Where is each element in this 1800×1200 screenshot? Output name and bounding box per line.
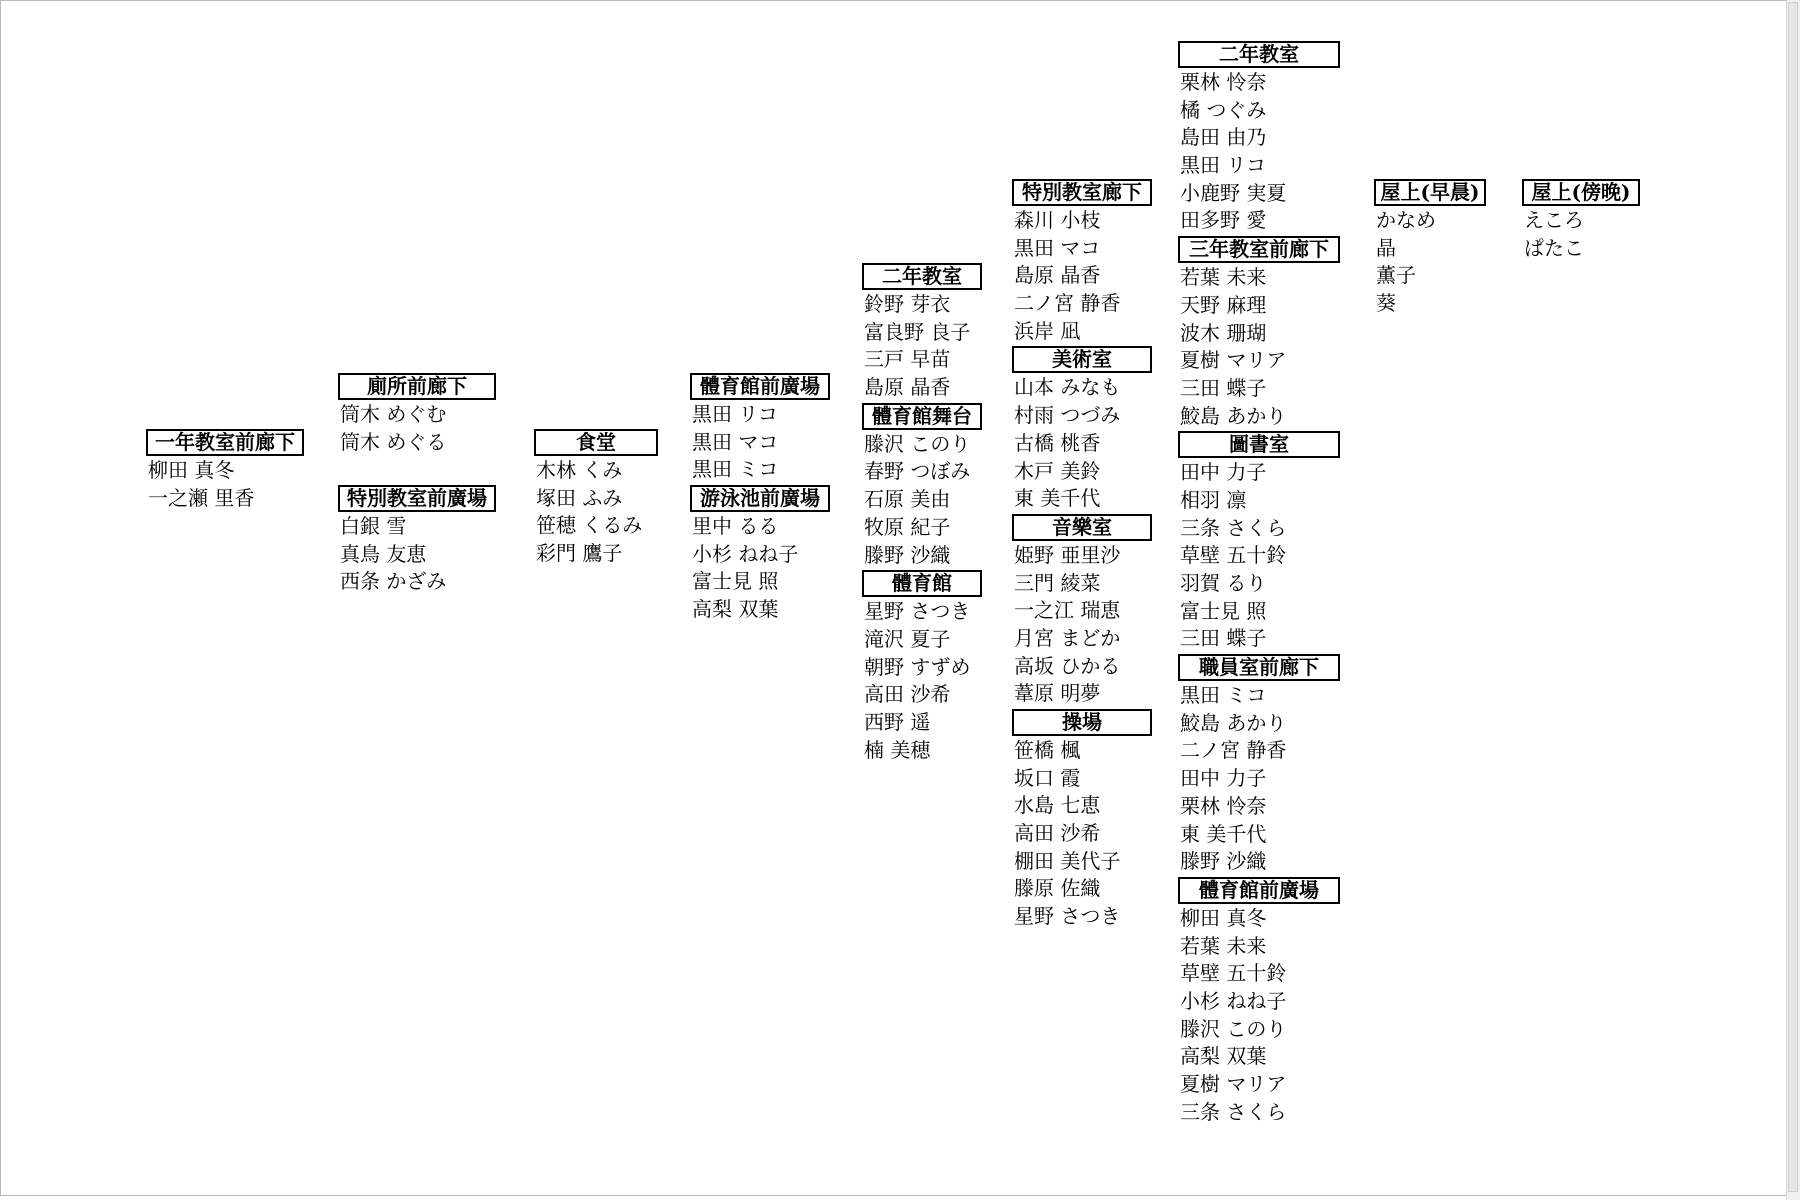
character-name: 葵 — [1376, 291, 1396, 316]
character-name: 小杉 ねね子 — [692, 541, 799, 566]
group-spacer — [338, 456, 496, 484]
character-name: 夏樹 マリア — [1180, 348, 1287, 373]
character-name: 月宮 まどか — [1014, 625, 1121, 650]
location-heading: 操場 — [1012, 709, 1152, 736]
character-name: かなめ — [1376, 208, 1436, 232]
character-name: 山本 みなも — [1014, 375, 1121, 400]
location-heading: 二年教室 — [862, 263, 982, 290]
column-7 — [1178, 40, 1340, 1126]
location-heading: 體育館前廣場 — [1178, 877, 1340, 904]
character-name: 三条 さくら — [1180, 1099, 1287, 1124]
character-name: 笹橋 楓 — [1014, 738, 1081, 762]
character-name: 筒木 めぐむ — [340, 402, 447, 426]
character-name: 木林 くみ — [536, 458, 623, 482]
column-9 — [1522, 178, 1640, 262]
character-name: 森川 小枝 — [1014, 208, 1101, 232]
column-4 — [690, 372, 830, 624]
character-name: 島原 晶香 — [1014, 263, 1101, 288]
column-8 — [1374, 178, 1486, 318]
character-name: 草壁 五十鈴 — [1180, 961, 1287, 986]
character-name: 栗林 怜奈 — [1180, 70, 1267, 94]
character-name: 田中 力子 — [1180, 460, 1267, 485]
character-name: 橘 つぐみ — [1180, 97, 1267, 122]
character-name: 滕沢 このり — [1180, 1016, 1287, 1041]
character-name: 水島 七恵 — [1014, 793, 1101, 818]
location-heading: 廁所前廊下 — [338, 373, 496, 400]
character-name: 滕野 沙織 — [864, 542, 951, 567]
character-name: 滝沢 夏子 — [864, 626, 951, 651]
character-name: 春野 つぼみ — [864, 459, 971, 484]
location-heading: 音樂室 — [1012, 514, 1152, 541]
character-name: 東 美千代 — [1180, 821, 1267, 846]
character-name: 朝野 すずめ — [864, 654, 971, 679]
location-heading: 三年教室前廊下 — [1178, 236, 1340, 263]
character-name: 一之江 瑞恵 — [1014, 598, 1121, 623]
location-heading: 圖書室 — [1178, 431, 1340, 458]
character-name: 筒木 めぐる — [340, 429, 447, 454]
character-name: 西条 かざみ — [340, 569, 447, 594]
character-name: 小杉 ねね子 — [1180, 988, 1287, 1013]
character-name: 塚田 ふみ — [536, 485, 623, 510]
character-name: 浜岸 凪 — [1014, 318, 1081, 343]
location-heading: 體育館前廣場 — [690, 373, 830, 400]
character-name: 波木 珊瑚 — [1180, 320, 1267, 345]
character-name: 星野 さつき — [864, 599, 971, 624]
character-name: 柳田 真冬 — [1180, 905, 1267, 930]
character-name: 滕沢 このり — [864, 431, 971, 456]
character-name: 黒田 ミコ — [1180, 683, 1267, 708]
character-name: 相羽 凛 — [1180, 487, 1247, 512]
character-name: 棚田 美代子 — [1014, 848, 1121, 873]
character-name: 草壁 五十鈴 — [1180, 543, 1287, 568]
character-name: 小鹿野 実夏 — [1180, 180, 1287, 205]
character-name: 田多野 愛 — [1180, 208, 1267, 233]
character-name: 高田 沙希 — [864, 682, 951, 707]
character-name: 天野 麻理 — [1180, 292, 1267, 317]
character-name: 滕野 沙織 — [1180, 849, 1267, 874]
character-name: ぱたこ — [1524, 235, 1584, 260]
character-name: 高梨 双葉 — [1180, 1044, 1267, 1069]
character-name: 高梨 双葉 — [692, 597, 779, 622]
location-heading: 特別教室廊下 — [1012, 179, 1152, 206]
character-name: 一之瀬 里香 — [148, 485, 255, 510]
character-name: 若葉 未来 — [1180, 265, 1267, 290]
character-name: 楠 美穂 — [864, 737, 931, 762]
character-name: 三田 蝶子 — [1180, 375, 1267, 400]
character-name: 星野 さつき — [1014, 904, 1121, 929]
character-name: 黒田 マコ — [692, 429, 779, 454]
character-name: 晶 — [1376, 235, 1396, 260]
character-name: 富良野 良子 — [864, 319, 971, 344]
character-name: 葦原 明夢 — [1014, 681, 1101, 706]
character-name: 二ノ宮 静香 — [1180, 738, 1287, 763]
column-1 — [146, 428, 304, 512]
character-name: 田中 力子 — [1180, 766, 1267, 791]
character-name: 東 美千代 — [1014, 486, 1101, 511]
character-name: 西野 遥 — [864, 709, 931, 734]
column-5 — [862, 262, 982, 764]
character-name: 鈴野 芽衣 — [864, 292, 951, 316]
character-name: えころ — [1524, 208, 1584, 232]
character-name: 笹穂 くるみ — [536, 513, 643, 538]
location-heading: 屋上(早晨) — [1374, 179, 1486, 206]
character-name: 富士見 照 — [1180, 598, 1267, 623]
character-name: 滕原 佐織 — [1014, 876, 1101, 901]
character-name: 三戸 早苗 — [864, 347, 951, 372]
character-name: 三条 さくら — [1180, 515, 1287, 540]
character-name: 古橋 桃香 — [1014, 430, 1101, 455]
column-3 — [534, 428, 658, 568]
column-6 — [1012, 178, 1152, 931]
location-heading: 美術室 — [1012, 346, 1152, 373]
character-name: 黒田 ミコ — [692, 457, 779, 482]
character-name: 栗林 怜奈 — [1180, 793, 1267, 818]
location-heading: 體育館舞台 — [862, 403, 982, 430]
character-name: 三田 蝶子 — [1180, 626, 1267, 651]
character-name: 富士見 照 — [692, 569, 779, 594]
character-name: 坂口 霞 — [1014, 765, 1081, 790]
character-name: 彩門 鷹子 — [536, 541, 623, 566]
character-name: 石原 美由 — [864, 487, 951, 512]
location-heading: 一年教室前廊下 — [146, 429, 304, 456]
character-name: 黒田 マコ — [1014, 235, 1101, 260]
location-heading: 體育館 — [862, 570, 982, 597]
scrollbar-thumb[interactable] — [1788, 2, 1798, 1192]
character-name: 村雨 つづみ — [1014, 403, 1121, 428]
character-name: 黒田 リコ — [692, 402, 778, 426]
character-name: 二ノ宮 静香 — [1014, 291, 1121, 316]
character-name: 若葉 未来 — [1180, 933, 1267, 958]
location-heading: 屋上(傍晚) — [1522, 179, 1640, 206]
character-name: 島原 晶香 — [864, 375, 951, 400]
location-heading: 游泳池前廣場 — [690, 485, 830, 512]
character-name: 姫野 亜里沙 — [1014, 542, 1121, 567]
character-name: 高田 沙希 — [1014, 821, 1101, 846]
location-heading: 食堂 — [534, 429, 658, 456]
character-name: 黒田 リコ — [1180, 153, 1266, 178]
character-name: 薫子 — [1376, 263, 1416, 288]
character-name: 夏樹 マリア — [1180, 1072, 1287, 1096]
location-heading: 特別教室前廣場 — [338, 485, 496, 512]
character-name: 高坂 ひかる — [1014, 653, 1121, 678]
character-name: 真鳥 友恵 — [340, 541, 427, 566]
character-name: 牧原 紀子 — [864, 514, 951, 539]
character-name: 木戸 美鈴 — [1014, 458, 1101, 483]
location-heading: 職員室前廊下 — [1178, 654, 1340, 681]
character-name: 三門 綾菜 — [1014, 570, 1101, 595]
character-name: 島田 由乃 — [1180, 125, 1267, 150]
column-2 — [338, 372, 496, 596]
location-heading: 二年教室 — [1178, 41, 1340, 68]
character-name: 柳田 真冬 — [148, 458, 235, 482]
character-name: 鮫島 あかり — [1180, 403, 1287, 428]
character-name: 鮫島 あかり — [1180, 710, 1287, 735]
character-name: 里中 るる — [692, 514, 779, 539]
character-name: 羽賀 るり — [1180, 571, 1267, 595]
character-name: 白銀 雪 — [340, 514, 407, 539]
